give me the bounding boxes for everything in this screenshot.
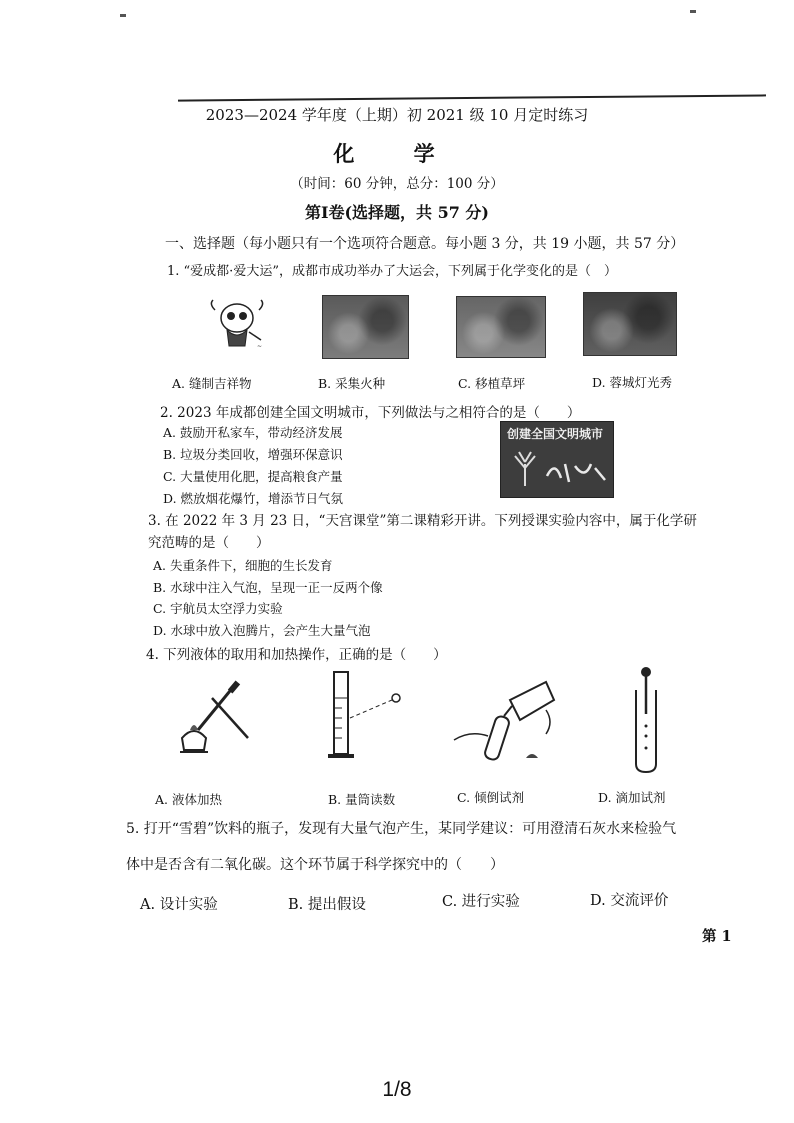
q1-option-d[interactable]: D. 蓉城灯光秀 (592, 375, 673, 390)
q1-option-c[interactable]: C. 移植草坪 (458, 376, 526, 391)
lawn-transplant-photo (456, 296, 546, 358)
svg-text:~: ~ (257, 343, 263, 350)
part-instruction: 一、选择题（每小题只有一个选项符合题意。每小题 3 分，共 19 小题，共 57 分） (165, 236, 685, 252)
question-3-stem-line1: 3. 在 2022 年 3 月 23 日，“天宫课堂”第二课精彩开讲。下列授课实验内容中，属于化学研 (148, 513, 697, 529)
page-indicator: 1/8 (382, 1078, 412, 1101)
time-info: （时间：60 分钟，总分：100 分） (290, 176, 504, 192)
question-4-stem: 4. 下列液体的取用和加热操作，正确的是（ ） (146, 647, 447, 663)
page-corner-label: 第 1 (702, 928, 732, 945)
q2-option-b[interactable]: B. 垃圾分类回收，增强环保意识 (163, 447, 343, 462)
question-5-stem-line2: 体中是否含有二氧化碳。这个环节属于科学探究中的（ ） (126, 857, 504, 873)
q2-option-a[interactable]: A. 鼓励开私家车，带动经济发展 (163, 425, 343, 440)
civilized-city-banner (500, 421, 614, 498)
scan-mark (690, 10, 696, 13)
q1-option-b[interactable]: B. 采集火种 (318, 376, 386, 391)
calligraphy-graphic (545, 456, 609, 486)
q1-option-a[interactable]: A. 缝制吉祥物 (172, 376, 252, 391)
exam-title: 2023—2024 学年度（上期）初 2021 级 10 月定时练习 (205, 106, 589, 124)
q4-option-a[interactable]: A. 液体加热 (155, 792, 222, 807)
question-5-stem-line1: 5. 打开“雪碧”饮料的瓶子，发现有大量气泡产生，某同学建议：可用澄清石灰水来检验气 (126, 821, 677, 837)
q5-option-b[interactable]: B. 提出假设 (288, 897, 366, 913)
question-1-stem: 1. “爱成都·爱大运”，成都市成功举办了大运会，下列属于化学变化的是（ ） (167, 264, 617, 279)
liquid-heating-diagram (168, 680, 264, 764)
q3-option-d[interactable]: D. 水球中放入泡腾片，会产生大量气泡 (153, 623, 371, 638)
q3-option-c[interactable]: C. 宇航员太空浮力实验 (153, 601, 283, 616)
q5-option-a[interactable]: A. 设计实验 (140, 897, 218, 913)
q2-option-d[interactable]: D. 燃放烟花爆竹，增添节日气氛 (163, 491, 344, 506)
q4-option-b[interactable]: B. 量筒读数 (328, 792, 396, 807)
q4-option-d[interactable]: D. 滴加试剂 (598, 790, 666, 805)
light-show-photo (583, 292, 677, 356)
q2-option-c[interactable]: C. 大量使用化肥，提高粮食产量 (163, 469, 343, 484)
q4-option-c[interactable]: C. 倾倒试剂 (457, 790, 525, 805)
graduated-cylinder-diagram (320, 668, 408, 764)
question-3-stem-line2: 究范畴的是（ ） (148, 535, 270, 551)
scan-mark (120, 14, 126, 17)
dropper-tube-diagram (626, 664, 666, 776)
banner-title: 创建全国文明城市 (507, 427, 604, 441)
q5-option-d[interactable]: D. 交流评价 (590, 893, 669, 909)
q3-option-b[interactable]: B. 水球中注入气泡，呈现一正一反两个像 (153, 580, 383, 595)
mascot-figure (205, 296, 271, 354)
subject-title: 化 学 (333, 141, 461, 166)
fire-collection-photo (322, 295, 409, 359)
q5-option-c[interactable]: C. 进行实验 (442, 894, 520, 910)
question-2-stem: 2. 2023 年成都创建全国文明城市，下列做法与之相符合的是（ ） (160, 405, 581, 421)
header-rule (178, 94, 766, 101)
tree-graphic (507, 446, 543, 486)
pouring-reagent-diagram (450, 670, 560, 770)
section-title: 第Ⅰ卷(选择题，共 57 分) (304, 203, 490, 222)
q3-option-a[interactable]: A. 失重条件下，细胞的生长发育 (153, 558, 333, 573)
